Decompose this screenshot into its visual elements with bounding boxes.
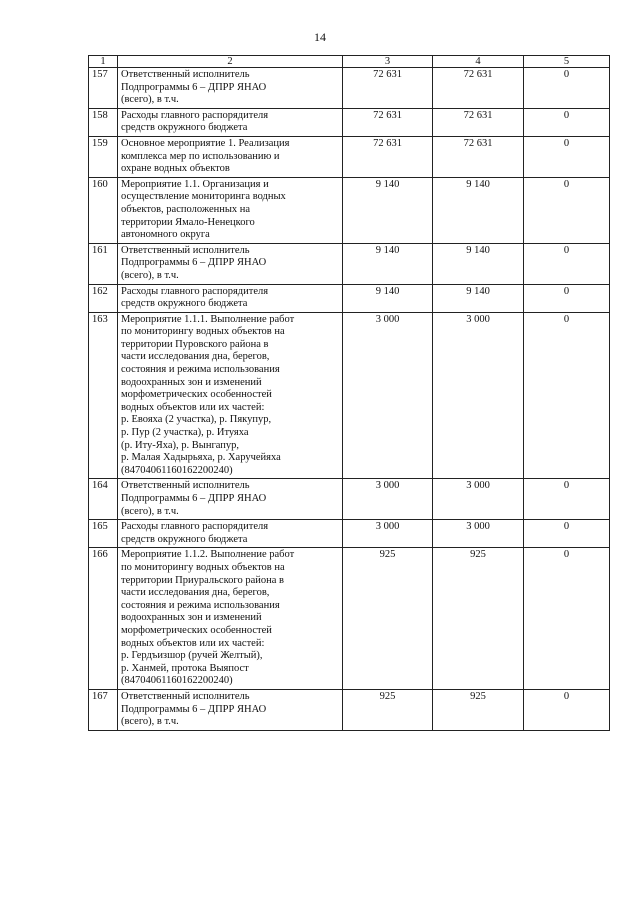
column-4-value-cell: 9 140	[433, 284, 524, 312]
column-5-value-cell: 0	[524, 68, 610, 109]
column-5-value-cell: 0	[524, 479, 610, 520]
description-cell: Расходы главного распорядителя средств окружного бюджета	[118, 520, 343, 548]
description-cell: Ответственный исполнитель Подпрограммы 6 – ДПРР ЯНАО (всего), в т.ч.	[118, 479, 343, 520]
column-3-value-cell: 9 140	[343, 243, 433, 284]
column-5-value-cell: 0	[524, 284, 610, 312]
table-row	[89, 68, 610, 109]
column-header-2: 2	[118, 56, 343, 68]
column-3-value-cell: 3 000	[343, 312, 433, 479]
row-number-cell: 164	[89, 479, 118, 520]
column-5-value-cell: 0	[524, 689, 610, 730]
column-3-value-cell: 72 631	[343, 108, 433, 136]
description-cell: Расходы главного распорядителя средств окружного бюджета	[118, 108, 343, 136]
column-5-value-cell: 0	[524, 136, 610, 177]
column-header-1: 1	[89, 56, 118, 68]
description-cell: Мероприятие 1.1.1. Выполнение работ по мониторингу водных объектов на территории Пуровского района в части исследования дна, берегов, состояния и режима использования водоохранных зон и изменений морфометрических особенностей водных объектов или их частей: р. Евояха (2 участка), р. Пякупур, р. Пур (2 участка), р. Итуяха (р. Иту-Яха), р. Вынгапур, р. Малая Хадырьяха, р. Харучейяха (84704061160162200240)	[118, 312, 343, 479]
table-header-row	[89, 56, 610, 68]
column-4-value-cell: 9 140	[433, 243, 524, 284]
column-3-value-cell: 72 631	[343, 136, 433, 177]
description-cell: Мероприятие 1.1.2. Выполнение работ по мониторингу водных объектов на территории Приуральского района в части исследования дна, берегов, состояния и режима использования водоохранных зон и изменений морфометрических особенностей водных объектов или их частей: р. Гердъизшор (ручей Желтый), р. Ханмей, протока Выяпост (84704061160162200240)	[118, 548, 343, 690]
description-cell: Расходы главного распорядителя средств окружного бюджета	[118, 284, 343, 312]
column-5-value-cell: 0	[524, 312, 610, 479]
column-3-value-cell: 72 631	[343, 68, 433, 109]
column-3-value-cell: 9 140	[343, 177, 433, 243]
column-3-value-cell: 9 140	[343, 284, 433, 312]
page-number: 14	[314, 30, 326, 44]
column-header-4: 4	[433, 56, 524, 68]
table-row	[89, 243, 610, 284]
table-row	[89, 136, 610, 177]
column-4-value-cell: 72 631	[433, 108, 524, 136]
description-cell: Ответственный исполнитель Подпрограммы 6 – ДПРР ЯНАО (всего), в т.ч.	[118, 68, 343, 109]
row-number-cell: 167	[89, 689, 118, 730]
column-4-value-cell: 3 000	[433, 479, 524, 520]
table-row	[89, 479, 610, 520]
table-row	[89, 284, 610, 312]
row-number-cell: 162	[89, 284, 118, 312]
column-5-value-cell: 0	[524, 520, 610, 548]
row-number-cell: 165	[89, 520, 118, 548]
table-row	[89, 548, 610, 690]
column-4-value-cell: 72 631	[433, 68, 524, 109]
column-5-value-cell: 0	[524, 243, 610, 284]
row-number-cell: 160	[89, 177, 118, 243]
column-4-value-cell: 9 140	[433, 177, 524, 243]
description-cell: Основное мероприятие 1. Реализация комплекса мер по использованию и охране водных объектов	[118, 136, 343, 177]
table-row	[89, 689, 610, 730]
row-number-cell: 166	[89, 548, 118, 690]
column-5-value-cell: 0	[524, 548, 610, 690]
budget-table	[88, 55, 610, 731]
table-row	[89, 108, 610, 136]
column-4-value-cell: 3 000	[433, 520, 524, 548]
table-body	[89, 68, 610, 731]
column-3-value-cell: 3 000	[343, 479, 433, 520]
description-cell: Мероприятие 1.1. Организация и осуществление мониторинга водных объектов, расположенных на территории Ямало-Ненецкого автономного округа	[118, 177, 343, 243]
column-4-value-cell: 925	[433, 548, 524, 690]
column-4-value-cell: 3 000	[433, 312, 524, 479]
column-4-value-cell: 72 631	[433, 136, 524, 177]
column-header-5: 5	[524, 56, 610, 68]
description-cell: Ответственный исполнитель Подпрограммы 6 – ДПРР ЯНАО (всего), в т.ч.	[118, 689, 343, 730]
column-3-value-cell: 925	[343, 548, 433, 690]
column-5-value-cell: 0	[524, 177, 610, 243]
column-4-value-cell: 925	[433, 689, 524, 730]
row-number-cell: 161	[89, 243, 118, 284]
row-number-cell: 163	[89, 312, 118, 479]
column-5-value-cell: 0	[524, 108, 610, 136]
row-number-cell: 158	[89, 108, 118, 136]
table-row	[89, 177, 610, 243]
description-cell: Ответственный исполнитель Подпрограммы 6 – ДПРР ЯНАО (всего), в т.ч.	[118, 243, 343, 284]
row-number-cell: 159	[89, 136, 118, 177]
column-3-value-cell: 925	[343, 689, 433, 730]
row-number-cell: 157	[89, 68, 118, 109]
table-row	[89, 520, 610, 548]
table-row	[89, 312, 610, 479]
column-header-3: 3	[343, 56, 433, 68]
column-3-value-cell: 3 000	[343, 520, 433, 548]
